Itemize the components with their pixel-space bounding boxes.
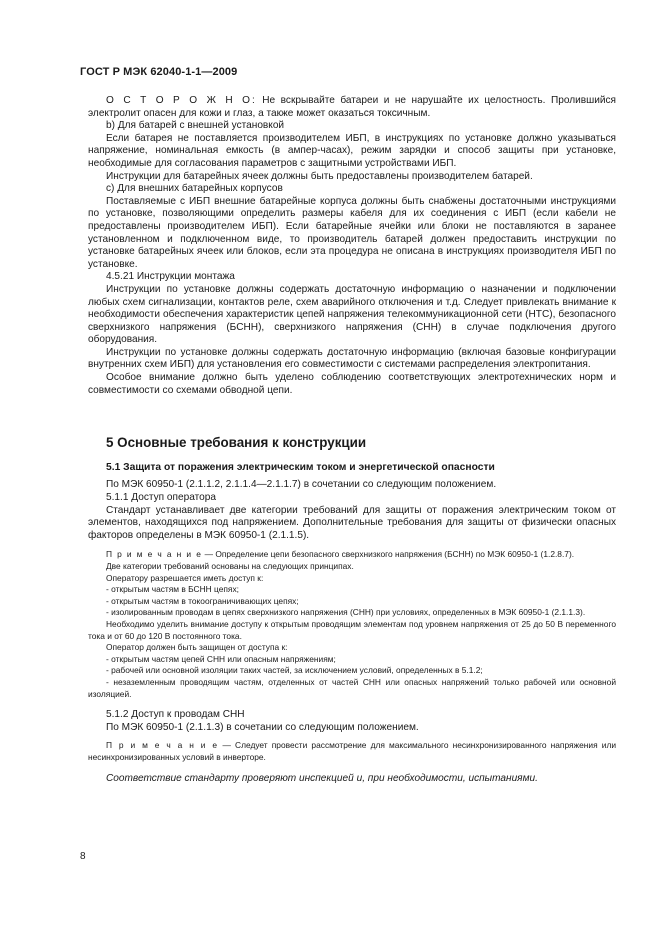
section-5-heading: 5 Основные требования к конструкции — [106, 435, 367, 451]
subsection-5-1-2: 5.1.2 Доступ к проводам СНН — [106, 709, 245, 721]
note-line: Две категории требований основаны на следующих принципах. — [106, 561, 354, 571]
caution-label: О С Т О Р О Ж Н О: — [106, 95, 257, 106]
note-label: П р и м е ч а н и е — [106, 549, 203, 560]
page-number: 8 — [80, 851, 86, 862]
spacer — [88, 700, 616, 709]
paragraph: Особое внимание должно быть уделено соблюдению соответствующих электротехнических норм и совместимости со схемами обводной цепи. — [88, 372, 616, 396]
subsection-4-5-21: 4.5.21 Инструкции монтажа — [106, 271, 235, 283]
paragraph: Поставляемые с ИБП внешние батарейные корпуса должны быть снабжены достаточными инструкциями по установке, позволяющими определить размеры кабеля для их соединения с ИБП (если кабели не предоставлены производителем ИБП). Если батарейные ячейки или блоки не поставляются в заранее установленном и подключенном виде, то производитель батарей должен предоставить инструкции по установке батарейных ячеек или блоков, если эта процедура не описана в инструкциях производителя ИБП по установке. — [88, 195, 616, 270]
paragraph: Инструкции по установке должны содержать достаточную информацию о назначении и подключении любых схем сигнализации, контактов реле, схем аварийного отключения и т.д. Следует привлекать внимание к необходимости обеспечения характеристик цепей напряжения телекоммуникационной сети (НТС), безопасного сверхнизкого напряжения (БСНН), сверхнизкого напряжения (СНН) в случае подключения другого оборудования. — [88, 283, 616, 346]
note-line: - незаземленным проводящим частям, отделенных от частей СНН или опасных напряжений только рабочей или основной изоляцией. — [88, 676, 616, 699]
subsection-5-1-1: 5.1.1 Доступ оператора — [106, 492, 216, 504]
note-line: Оператору разрешается иметь доступ к: — [106, 572, 264, 583]
note-line: - открытым частям в БСНН цепях; — [106, 584, 239, 595]
item-b: b) Для батарей с внешней установкой — [106, 120, 285, 132]
note-line: - открытым частям цепей СНН или опасным напряжениям; — [106, 653, 336, 664]
notes-block — [88, 549, 616, 700]
note-line: Необходимо уделить внимание доступу к открытым проводящим элементам под уровнем напряжения от 25 до 50 В переменного тока и от 60 до 120 В постоянного тока. — [88, 618, 616, 641]
section-5-1-heading: 5.1 Защита от поражения электрическим током и энергетической опасности — [106, 461, 495, 473]
caution-text: Не вскрывайте батареи и не нарушайте их целостность. Пролившийся электролит опасен для кожи и глаз, а также может оказаться токсичным. — [88, 95, 616, 119]
note-text: — Следует провести рассмотрение для максимального несинхронизированного напряжения или несинхронизированных условий в инверторе. — [88, 740, 617, 762]
paragraph: Инструкции для батарейных ячеек должны быть предоставлены производителем батарей. — [106, 170, 533, 182]
spacer — [88, 764, 616, 773]
page-body — [88, 95, 616, 785]
compliance-statement: Соответствие стандарту проверяют инспекцией и, при необходимости, испытаниями. — [106, 772, 538, 784]
caution-paragraph — [88, 95, 616, 120]
note-line: - открытым частям в токоограничивающих цепях; — [106, 595, 299, 606]
paragraph: Инструкции по установке должны содержать достаточную информацию (включая базовые конфигурации внутренних схем ИБП) для установления его совместимости с системами распределения электропитания. — [88, 346, 616, 371]
note-text: — Определение цепи безопасного сверхнизкого напряжения (БСНН) по МЭК 60950-1 (1.2.8.7). — [202, 549, 575, 560]
note-line: Оператор должен быть защищен от доступа к: — [106, 642, 288, 653]
note-line: - изолированным проводам в цепях сверхнизкого напряжения (СНН) при условиях, определенных в МЭК 60950-1 (2.1.1.3). — [106, 607, 586, 618]
paragraph: Если батарея не поставляется производителем ИБП, в инструкциях по установке должно указываться напряжение, номинальная емкость (в ампер-часах), режим зарядки и способ защиты при установке, необходимые для согласования параметров с защитными устройствами ИБП. — [88, 132, 616, 169]
paragraph: По МЭК 60950-1 (2.1.1.3) в сочетании со следующим положением. — [106, 721, 419, 733]
item-c: c) Для внешних батарейных корпусов — [106, 183, 283, 195]
paragraph: По МЭК 60950-1 (2.1.1.2, 2.1.1.4—2.1.1.7) в сочетании со следующим положением. — [106, 479, 497, 491]
note-paragraph — [88, 740, 616, 763]
note-label: П р и м е ч а н и е — [106, 740, 219, 751]
note-paragraph — [88, 549, 616, 561]
paragraph: Стандарт устанавливает две категории требований для защиты от поражения электрическим током от элементов, находящихся под напряжением. Дополнительные требования для защиты от физически опасных факторов определены в МЭК 60950-1 (2.1.1.5). — [88, 504, 616, 541]
note-line: - рабочей или основной изоляции таких частей, за исключением условий, определенных в 5.1.2; — [106, 665, 483, 676]
document-header: ГОСТ Р МЭК 62040-1-1—2009 — [80, 66, 238, 78]
